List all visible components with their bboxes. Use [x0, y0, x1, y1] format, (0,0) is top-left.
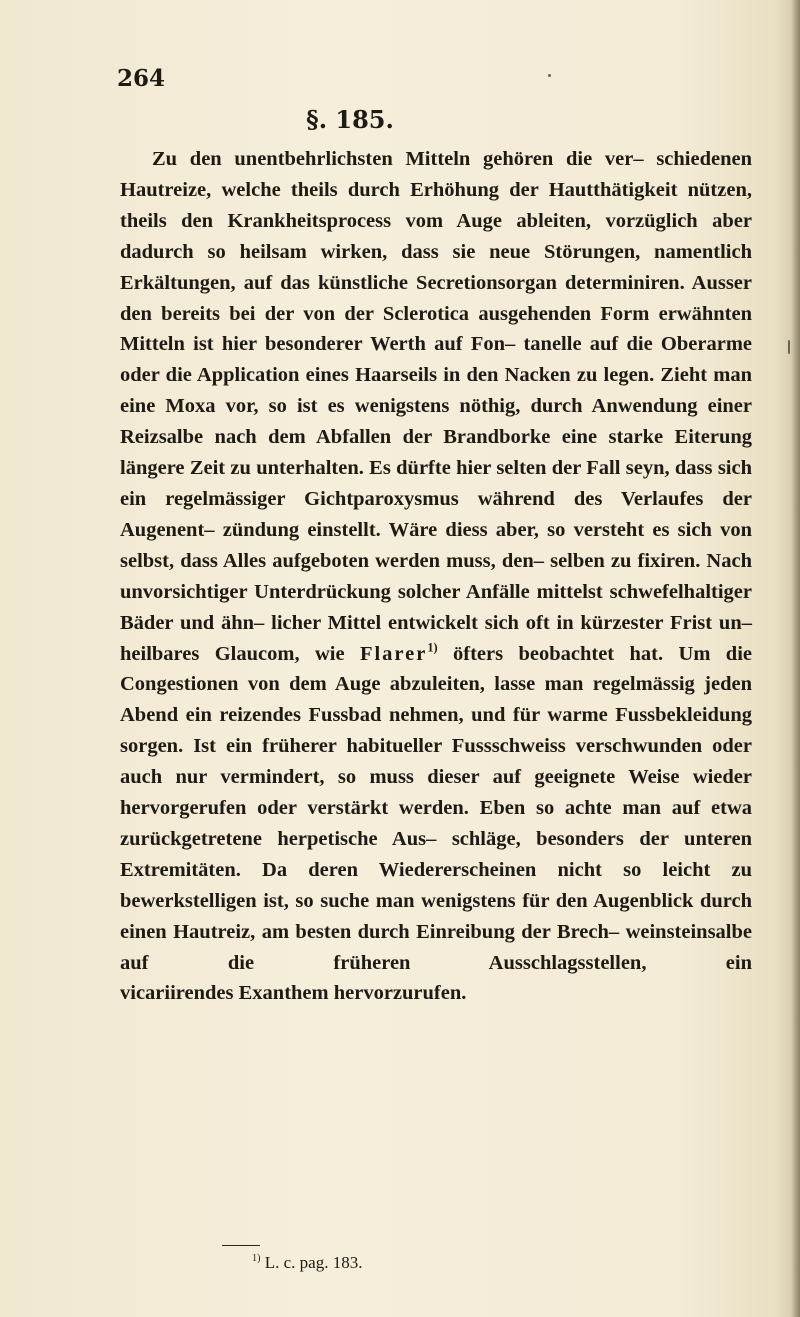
paper-speck — [548, 74, 551, 77]
footnote-reference[interactable]: 1) — [427, 639, 438, 654]
body-text-part-2: öfters beobachtet hat. Um die Congestionen von dem Auge abzuleiten, lasse man regelmässig jeden Abend ein reizendes Fussbad nehmen, und für warme Fussbekleidung sorgen. Ist ein früherer habitueller Fussschweiss verschwunden oder auch nur vermindert, so muss dieser auf geeignete Weise wieder hervorgerufen oder verstärkt werden. Eben so achte man auf etwa zurückgetretene herpetische Aus– schläge, besonders der unteren Extremitäten. Da deren Wiedererscheinen nicht so leicht zu bewerkstelligen ist, so suche man wenigstens für den Augenblick durch einen Hautreiz, am besten durch Einreibung der Brech– weinsteinsalbe auf die früheren Ausschlagsstellen, ein — [120, 642, 752, 974]
body-text-last-line: vicariirendes Exanthem hervorzurufen. — [120, 982, 467, 1005]
page-number: 264 — [117, 65, 166, 92]
cited-author: Flarer — [359, 642, 428, 665]
section-heading: §. 185. — [306, 105, 394, 134]
page-edge-shadow — [791, 0, 800, 1317]
footnote-mark: 1) — [252, 1252, 261, 1264]
paper-speck — [788, 340, 790, 354]
body-text-part-1: Zu den unentbehrlichsten Mitteln gehören die ver– schiedenen Hautreize, welche theils durch Erhöhung der Hautthätigkeit nützen, theils den Krankheitsprocess vom Auge ableiten, vorzüglich aber dadurch so heilsam wirken, dass sie neue Störungen, namentlich Erkältungen, auf das künstliche Secretionsorgan determiniren. Ausser den bereits bei der von der Sclerotica ausgehenden Form erwähnten Mitteln ist hier besonderer Werth auf Fon– tanelle auf die Oberarme oder die Application eines Haarseils in den Nacken zu legen. Zieht man eine Moxa vor, so ist es wenigstens nöthig, durch Anwendung einer Reizsalbe nach dem Abfallen der Brandborke eine starke Eiterung längere Zeit zu unterhalten. Es dürfte hier selten der Fall seyn, dass sich ein regelmässiger Gichtparoxysmus während des Verlaufes der Augenent– zündung einstellt. Wäre diess aber, so versteht es sich von selbst, dass Alles aufgeboten werden muss, den– selben zu fixiren. Nach unvorsichtiger Unterdrückung solcher Anfälle mittelst schwefelhaltiger Bäder und ähn– licher Mittel entwickelt sich oft in kürzester Frist un– heilbares Glaucom, wie — [120, 148, 752, 665]
footnote-divider — [222, 1245, 260, 1246]
footnote — [252, 1252, 362, 1274]
footnote-text: L. c. pag. 183. — [264, 1253, 363, 1272]
body-paragraph — [120, 144, 752, 1009]
